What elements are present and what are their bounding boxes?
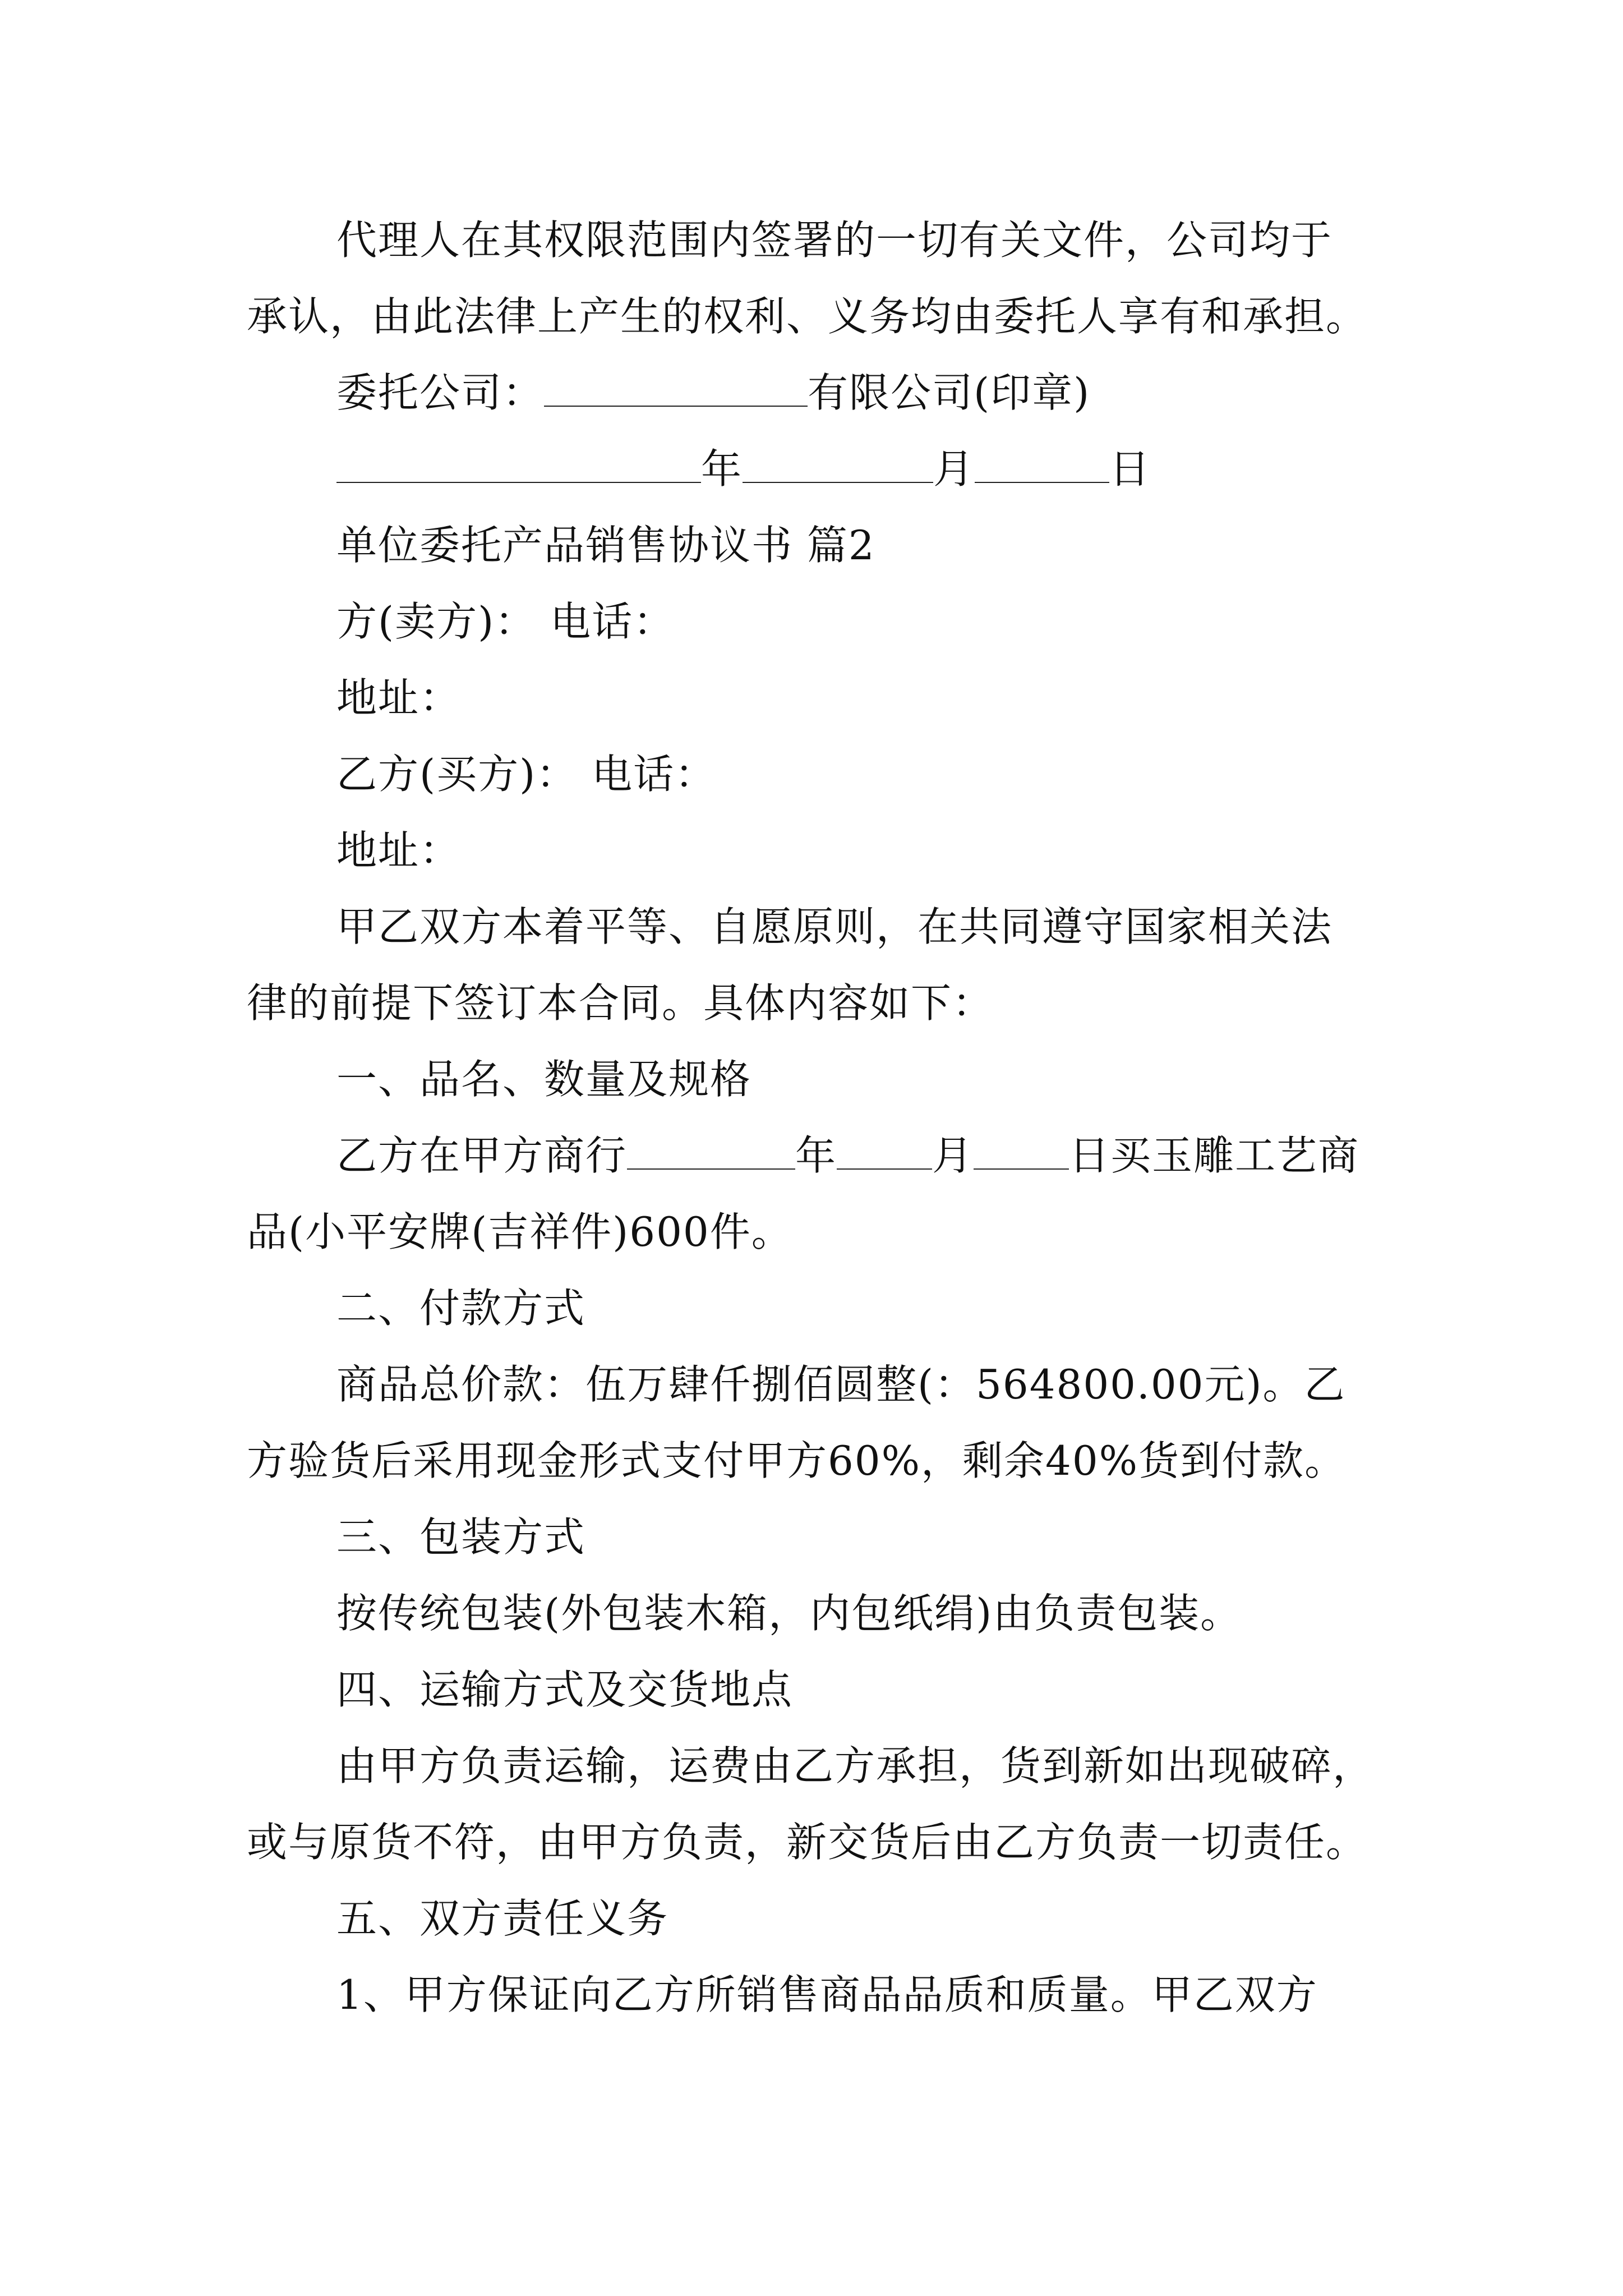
paragraph-line: 代理人在其权限范围内签署的一切有关文件，公司均于	[336, 217, 1333, 264]
day-blank	[975, 448, 1109, 483]
seller-address-line: 地址：	[336, 674, 462, 721]
month-label: 月	[932, 1132, 974, 1179]
paragraph-line: 1、甲方保证向乙方所销售商品品质和质量。甲乙双方	[336, 1971, 1318, 2018]
month-label: 月	[933, 445, 975, 493]
month-blank	[837, 1135, 932, 1170]
buyer-line: 乙方(买方)： 电话：	[336, 751, 717, 798]
purchase-date-line	[247, 1117, 1385, 1194]
principal-company-line	[247, 355, 1385, 431]
year-label: 年	[701, 445, 743, 493]
seller-line: 方(卖方)： 电话：	[336, 598, 675, 645]
company-name-blank	[544, 372, 808, 407]
purchase-text-start: 乙方在甲方商行	[336, 1132, 628, 1179]
paragraph-line: 由甲方负责运输，运费由乙方承担，货到新如出现破碎，	[336, 1742, 1375, 1789]
document-body	[247, 202, 1385, 2033]
paragraph-line: 品(小平安牌(吉祥件)600件。	[247, 1208, 793, 1255]
date-line	[247, 431, 1385, 507]
paragraph-line: 承认，由此法律上产生的权利、义务均由委托人享有和承担。	[247, 293, 1368, 340]
section-title: 单位委托产品销售协议书 篇2	[336, 522, 875, 569]
paragraph-line: 商品总价款：伍万肆仟捌佰圆整(：564800.00元)。乙	[336, 1361, 1346, 1408]
paragraph-line: 或与原货不符，由甲方负责，新交货后由乙方负责一切责任。	[247, 1819, 1368, 1866]
day-label: 日	[1109, 445, 1151, 493]
day-blank	[974, 1135, 1069, 1170]
principal-company-label: 委托公司：	[336, 369, 545, 416]
paragraph-line: 方验货后采用现金形式支付甲方60%，剩余40%货到付款。	[247, 1437, 1347, 1484]
heading-responsibilities: 五、双方责任义务	[336, 1895, 669, 1942]
paragraph-line: 甲乙双方本着平等、自愿原则，在共同遵守国家相关法	[336, 903, 1333, 950]
year-label: 年	[795, 1132, 837, 1179]
paragraph-line: 律的前提下签订本合同。具体内容如下：	[247, 979, 994, 1027]
month-blank	[743, 448, 933, 483]
year-blank	[336, 448, 701, 483]
heading-product: 一、品名、数量及规格	[336, 1056, 752, 1103]
purchase-text-end: 日买玉雕工艺商	[1069, 1132, 1360, 1179]
paragraph-line: 按传统包装(外包装木箱，内包纸绢)由负责包装。	[336, 1590, 1242, 1637]
heading-payment: 二、付款方式	[336, 1285, 586, 1332]
heading-packaging: 三、包装方式	[336, 1513, 586, 1561]
company-suffix: 有限公司(印章)	[808, 369, 1091, 416]
buyer-address-line: 地址：	[336, 827, 462, 874]
heading-transport: 四、运输方式及交货地点	[336, 1666, 794, 1713]
year-blank	[627, 1135, 795, 1170]
